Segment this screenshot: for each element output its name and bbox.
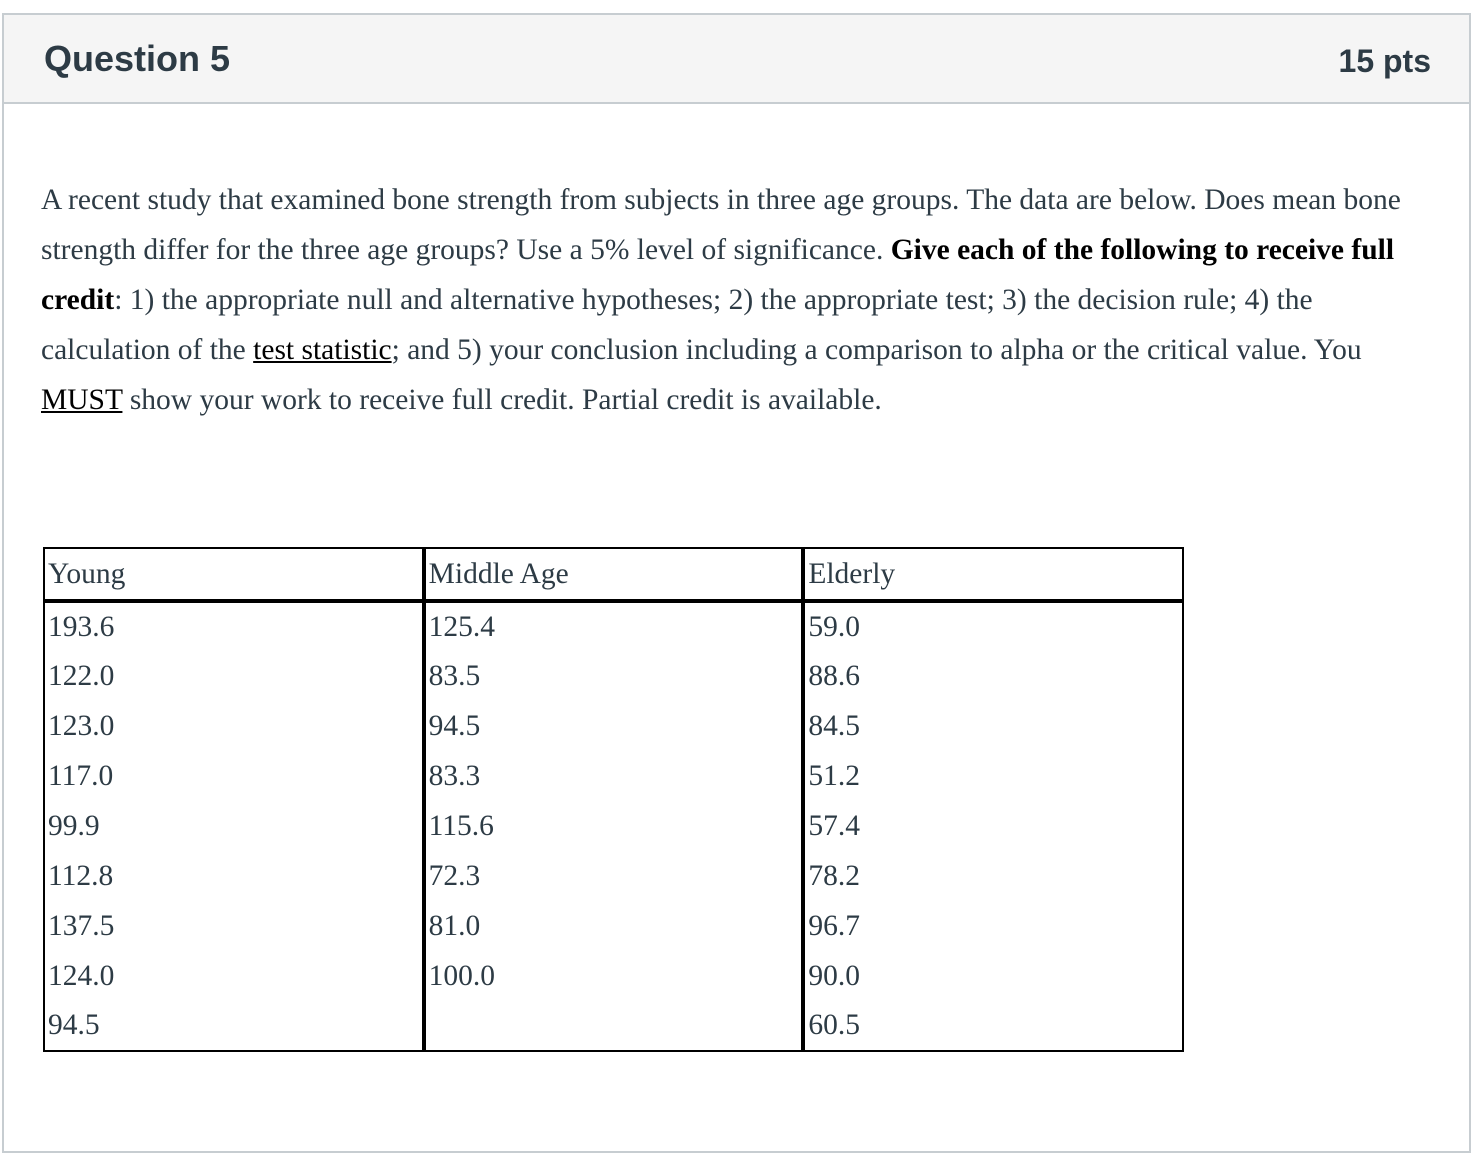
cell-young: 99.9	[44, 801, 424, 851]
cell-middle-age: 125.4	[424, 601, 804, 651]
cell-young: 122.0	[44, 651, 424, 701]
cell-young: 112.8	[44, 851, 424, 901]
cell-young: 124.0	[44, 951, 424, 1001]
table-row	[44, 801, 1183, 851]
table-header-row	[44, 548, 1183, 601]
prompt-text-3: ; and 5) your conclusion including a comparison to alpha or the critical value. You	[391, 334, 1362, 366]
prompt-underline-test-statistic: test statistic	[253, 334, 392, 366]
cell-elderly: 96.7	[803, 901, 1183, 951]
cell-middle-age	[424, 1001, 804, 1051]
question-header	[4, 15, 1469, 104]
cell-elderly: 88.6	[803, 651, 1183, 701]
table-row	[44, 951, 1183, 1001]
cell-elderly: 60.5	[803, 1001, 1183, 1051]
cell-young: 94.5	[44, 1001, 424, 1051]
cell-middle-age: 100.0	[424, 951, 804, 1001]
question-title: Question 5	[44, 38, 231, 79]
prompt-bold-instructions: Give each of the following to receive full credit	[41, 234, 1395, 316]
cell-young: 137.5	[44, 901, 424, 951]
cell-elderly: 51.2	[803, 751, 1183, 801]
cell-middle-age: 94.5	[424, 701, 804, 751]
cell-middle-age: 83.3	[424, 751, 804, 801]
prompt-text-2: : 1) the appropriate null and alternative hypotheses; 2) the appropriate test; 3) the decision rule; 4) the calculation of the	[41, 284, 1313, 366]
prompt-underline-must: MUST	[41, 384, 123, 416]
table-row	[44, 901, 1183, 951]
cell-middle-age: 81.0	[424, 901, 804, 951]
header-middle-age: Middle Age	[424, 548, 804, 601]
table-row	[44, 751, 1183, 801]
cell-elderly: 59.0	[803, 601, 1183, 651]
question-prompt	[41, 175, 1436, 425]
header-elderly: Elderly	[803, 548, 1183, 601]
table-row	[44, 651, 1183, 701]
cell-elderly: 84.5	[803, 701, 1183, 751]
prompt-text-1: A recent study that examined bone strength from subjects in three age groups. The data are below. Does mean bone strength differ for the three age groups? Use a 5% level of significance.	[41, 184, 1401, 266]
header-young: Young	[44, 548, 424, 601]
cell-middle-age: 72.3	[424, 851, 804, 901]
question-points: 15 pts	[1338, 43, 1431, 79]
cell-young: 193.6	[44, 601, 424, 651]
cell-young: 123.0	[44, 701, 424, 751]
table-row	[44, 851, 1183, 901]
cell-young: 117.0	[44, 751, 424, 801]
table-row	[44, 601, 1183, 651]
cell-elderly: 78.2	[803, 851, 1183, 901]
table-row	[44, 701, 1183, 751]
cell-middle-age: 83.5	[424, 651, 804, 701]
cell-middle-age: 115.6	[424, 801, 804, 851]
prompt-text-4: show your work to receive full credit. Partial credit is available.	[122, 384, 882, 416]
table-row	[44, 1001, 1183, 1051]
cell-elderly: 90.0	[803, 951, 1183, 1001]
bone-strength-table	[43, 547, 1184, 1052]
cell-elderly: 57.4	[803, 801, 1183, 851]
